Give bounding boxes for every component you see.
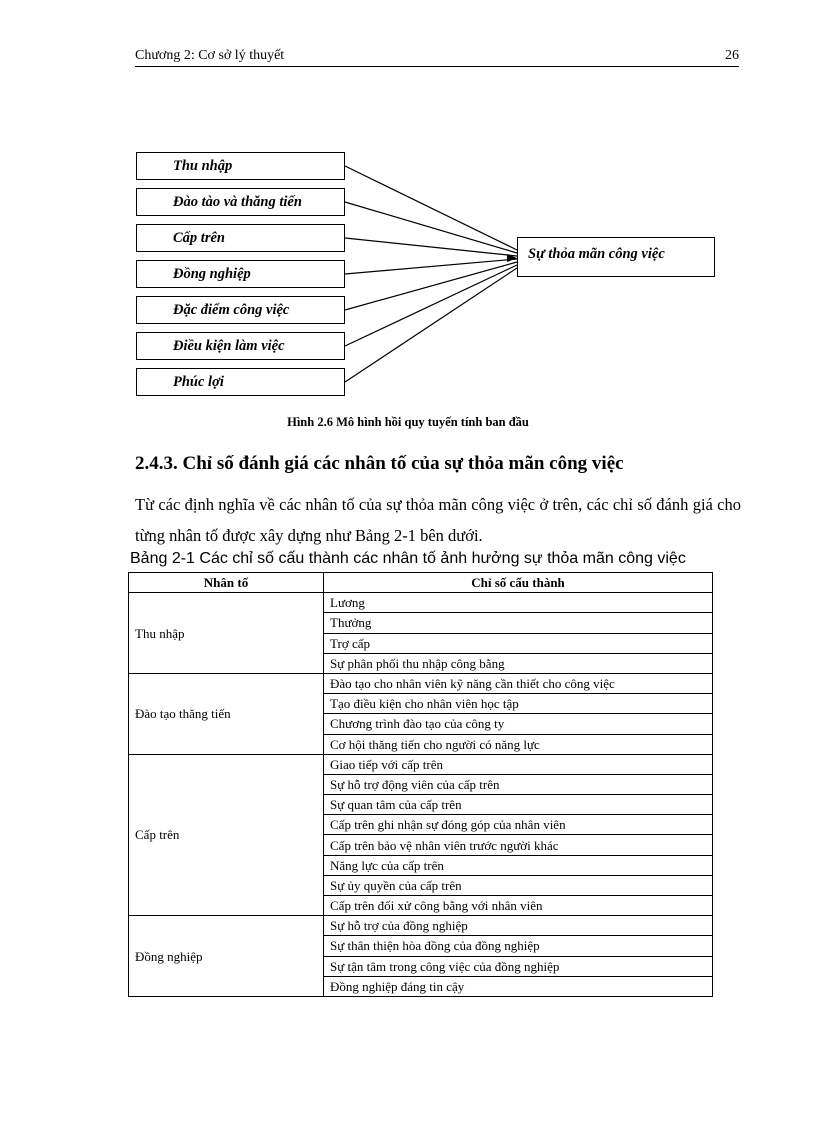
factor-box: Thu nhập <box>136 152 345 180</box>
index-cell: Sự ủy quyền của cấp trên <box>324 875 713 895</box>
index-cell: Cấp trên ghi nhận sự đóng góp của nhân viên <box>324 815 713 835</box>
index-cell: Sự phân phối thu nhập công bằng <box>324 653 713 673</box>
index-cell: Giao tiếp với cấp trên <box>324 754 713 774</box>
factor-cell: Cấp trên <box>129 754 324 916</box>
arrow-line <box>345 238 517 256</box>
arrow-line <box>345 259 517 274</box>
factor-box: Phúc lợi <box>136 368 345 396</box>
page-number: 26 <box>725 48 739 63</box>
index-cell: Trợ cấp <box>324 633 713 653</box>
col-header-factor: Nhân tố <box>129 573 324 593</box>
arrow-line <box>345 262 517 310</box>
section-heading: 2.4.3. Chỉ số đánh giá các nhân tố của sự thỏa mãn công việc <box>135 453 624 474</box>
factor-box: Đào tào và thăng tiến <box>136 188 345 216</box>
index-cell: Sự hỗ trợ động viên của cấp trên <box>324 774 713 794</box>
col-header-index: Chỉ số cấu thành <box>324 573 713 593</box>
arrow-line <box>345 166 517 250</box>
regression-model-diagram <box>0 0 816 420</box>
body-paragraph: Từ các định nghĩa về các nhân tố của sự thỏa mãn công việc ở trên, các chỉ số đánh giá cho từng nhân tố được xây dựng như Bảng 2-1 bên dưới. <box>135 495 741 545</box>
table-header-row <box>129 573 713 593</box>
index-cell: Cấp trên đối xử công bằng với nhân viên <box>324 896 713 916</box>
figure-caption: Hình 2.6 Mô hình hồi quy tuyến tính ban đầu <box>287 415 529 429</box>
arrow-line <box>345 268 517 382</box>
index-cell: Chương trình đào tạo của công ty <box>324 714 713 734</box>
chapter-title: Chương 2: Cơ sở lý thuyết <box>135 48 285 63</box>
factor-cell: Thu nhập <box>129 593 324 674</box>
arrow-line <box>345 202 517 253</box>
target-box: Sự thỏa mãn công việc <box>517 237 715 277</box>
table-caption: Bảng 2-1 Các chỉ số cấu thành các nhân tố ảnh hưởng sự thỏa mãn công việc <box>130 550 686 567</box>
table-row <box>129 916 713 936</box>
index-cell: Thưởng <box>324 613 713 633</box>
index-cell: Cấp trên bảo vệ nhân viên trước người khác <box>324 835 713 855</box>
arrow-line <box>345 265 517 346</box>
factor-box: Đồng nghiệp <box>136 260 345 288</box>
index-cell: Lương <box>324 593 713 613</box>
connector-lines <box>0 0 816 420</box>
table-row <box>129 673 713 693</box>
table-row <box>129 754 713 774</box>
index-cell: Đào tạo cho nhân viên kỹ năng cần thiết cho công việc <box>324 673 713 693</box>
index-cell: Cơ hội thăng tiến cho người có năng lực <box>324 734 713 754</box>
index-cell: Năng lực của cấp trên <box>324 855 713 875</box>
index-cell: Đồng nghiệp đáng tin cậy <box>324 976 713 996</box>
factor-box: Đặc điểm công việc <box>136 296 345 324</box>
index-cell: Tạo điều kiện cho nhân viên học tập <box>324 694 713 714</box>
index-cell: Sự quan tâm của cấp trên <box>324 795 713 815</box>
index-cell: Sự tận tâm trong công việc của đồng nghiệp <box>324 956 713 976</box>
index-cell: Sự hỗ trợ của đồng nghiệp <box>324 916 713 936</box>
factor-cell: Đồng nghiệp <box>129 916 324 997</box>
table-row <box>129 593 713 613</box>
index-cell: Sự thân thiện hòa đồng của đồng nghiệp <box>324 936 713 956</box>
factor-cell: Đào tạo thăng tiến <box>129 673 324 754</box>
factor-box: Cấp trên <box>136 224 345 252</box>
factor-box: Điều kiện làm việc <box>136 332 345 360</box>
criteria-table <box>128 572 713 997</box>
